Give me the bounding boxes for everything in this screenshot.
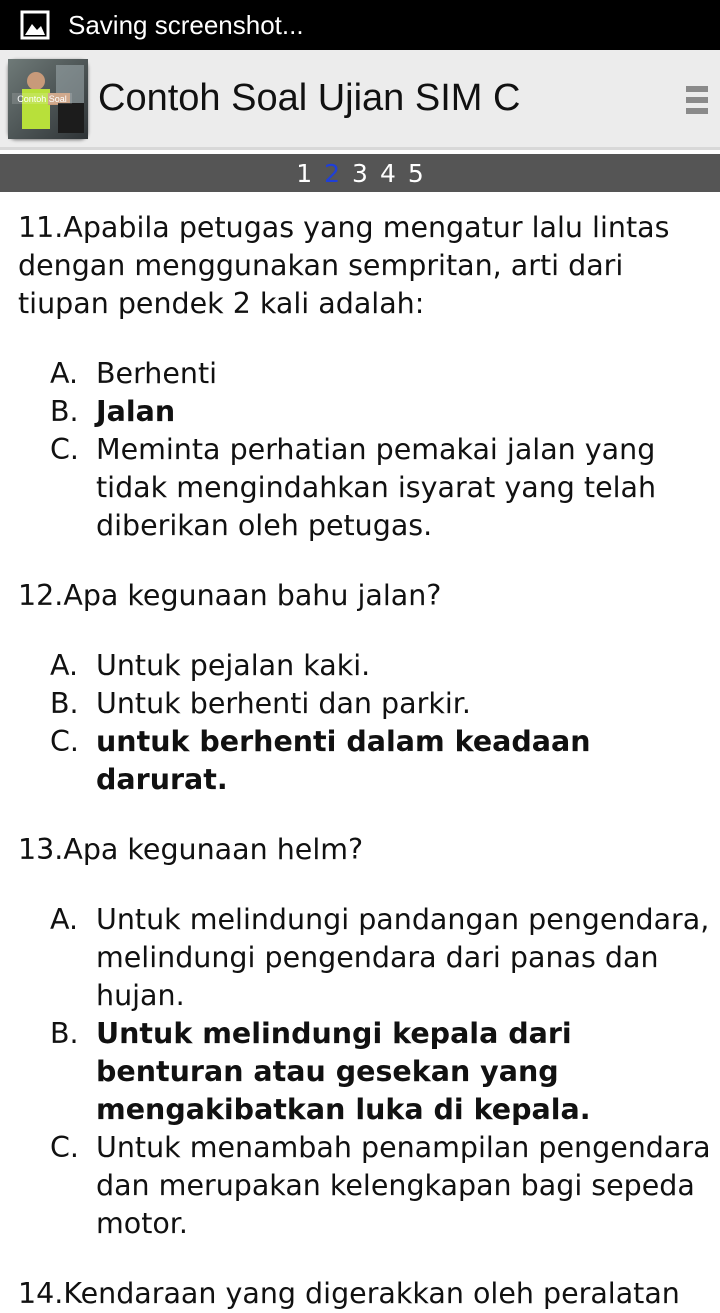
option-item — [0, 431, 720, 545]
option-item — [0, 393, 720, 431]
action-bar — [0, 50, 720, 150]
question-text: 11.Apabila petugas yang mengatur lalu lintas dengan menggunakan sempritan, arti dari tiupan pendek 2 kali adalah: — [18, 211, 670, 320]
page-link-4[interactable]: 4 — [379, 158, 396, 188]
question-text: 12.Apa kegunaan bahu jalan? — [18, 579, 442, 612]
page-link-1[interactable]: 1 — [296, 158, 313, 188]
status-bar — [0, 0, 720, 50]
option-letter: A. — [50, 649, 79, 682]
question-list[interactable] — [0, 192, 720, 1310]
option-letter: C. — [50, 1131, 79, 1164]
option-text: Berhenti — [96, 357, 218, 390]
option-list — [0, 355, 720, 545]
correct-option-text: Untuk melindungi kepala dari benturan atau gesekan yang mengakibatkan luka di kepala. — [96, 1017, 591, 1126]
option-item — [0, 685, 720, 723]
option-text: Untuk menambah penampilan pengendara dan merupakan kelengkapan bagi sepeda motor. — [96, 1131, 711, 1240]
app-title: Contoh Soal Ujian SIM C — [98, 77, 521, 119]
app-logo-image — [8, 59, 88, 139]
option-letter: C. — [50, 725, 79, 758]
option-letter: C. — [50, 433, 79, 466]
option-list — [0, 901, 720, 1243]
option-letter: B. — [50, 395, 79, 428]
status-text: Saving screenshot... — [68, 9, 304, 40]
option-letter: A. — [50, 903, 79, 936]
option-text: Untuk pejalan kaki. — [96, 649, 371, 682]
page-link-5[interactable]: 5 — [407, 158, 424, 188]
question-text: 13.Apa kegunaan helm? — [18, 833, 364, 866]
option-item — [0, 723, 720, 799]
option-item — [0, 1129, 720, 1243]
page-link-2[interactable]: 2 — [324, 158, 341, 188]
option-item — [0, 647, 720, 685]
option-letter: B. — [50, 687, 79, 720]
page-link-3[interactable]: 3 — [352, 158, 368, 188]
correct-option-text: Jalan — [96, 395, 176, 428]
option-text: Meminta perhatian pemakai jalan yang tidak mengindahkan isyarat yang telah diberikan oleh petugas. — [96, 433, 657, 542]
option-item — [0, 355, 720, 393]
overflow-menu-icon[interactable] — [686, 86, 708, 116]
option-letter: B. — [50, 1017, 79, 1050]
option-text: Untuk melindungi pandangan pengendara, melindungi pengendara dari panas dan hujan. — [96, 903, 710, 1012]
option-text: Untuk berhenti dan parkir. — [96, 687, 471, 720]
option-list — [0, 647, 720, 799]
page-selector — [0, 154, 720, 192]
app-icon[interactable] — [8, 59, 88, 139]
option-letter: A. — [50, 357, 79, 390]
option-item — [0, 1015, 720, 1129]
correct-option-text: untuk berhenti dalam keadaan darurat. — [96, 725, 591, 796]
image-icon — [20, 10, 50, 40]
app-logo-text: Contoh Soal — [17, 93, 67, 104]
option-item — [0, 901, 720, 1015]
question-text: 14.Kendaraan yang digerakkan oleh peralatan — [18, 1277, 680, 1310]
